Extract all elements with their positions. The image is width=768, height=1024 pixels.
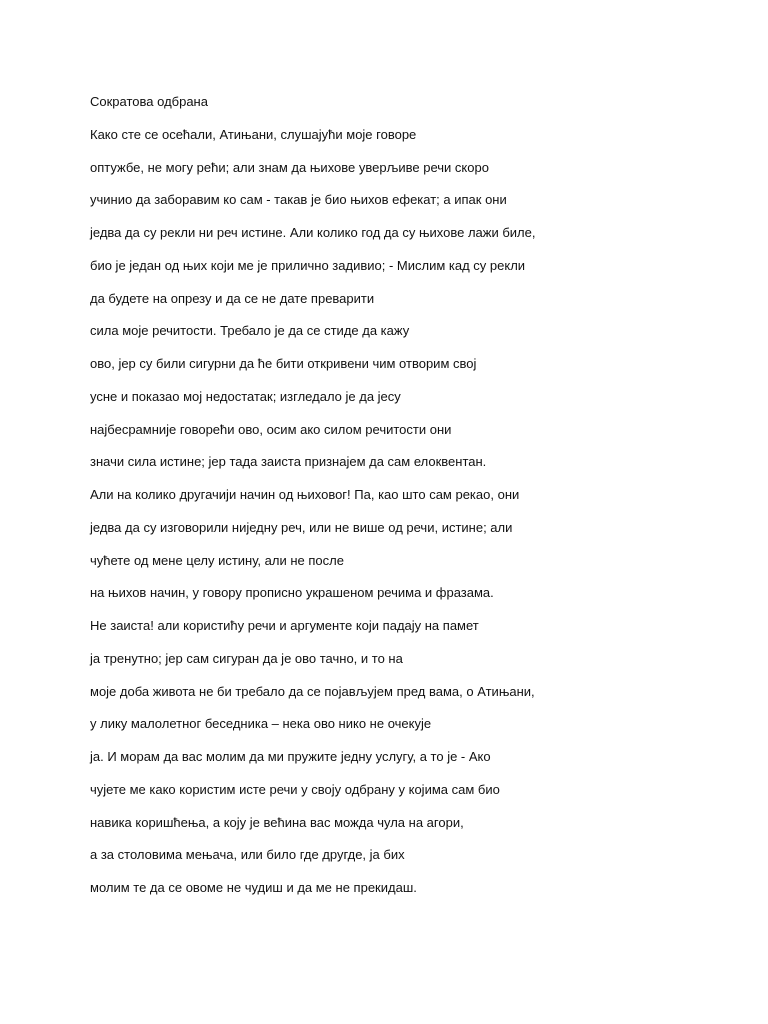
text-line: у лику малолетног беседника – нека ово нико не очекује	[90, 716, 432, 732]
document-title: Сократова одбрана	[90, 94, 208, 109]
text-line: најбесрамније говорећи ово, осим ако силом речитости они	[90, 421, 452, 437]
text-line: био је један од њих који ме је прилично задивио; - Мислим кад су рекли	[90, 257, 526, 273]
text-line: значи сила истине; јер тада заиста признајем да сам елоквентан.	[90, 454, 487, 470]
text-line: Али на колико другачији начин од њиховог! Па, као што сам рекао, они	[90, 487, 520, 502]
document-body	[90, 93, 730, 912]
text-line: а за столовима мењача, или било где другде, ја бих	[90, 847, 405, 863]
text-line: ово, јер су били сигурни да ће бити откривени чим отворим свој	[90, 356, 477, 371]
text-line: Како сте се осећали, Атињани, слушајући моје говоре	[90, 126, 417, 142]
text-line: усне и показао мој недостатак; изгледало је да јесу	[90, 388, 401, 404]
text-line: учинио да заборавим ко сам - такав је био њихов ефекат; а ипак они	[90, 192, 507, 208]
text-line: молим те да се овоме не чудиш и да ме не прекидаш.	[90, 880, 417, 895]
text-line: чујете ме како користим исте речи у своју одбрану у којима сам био	[90, 781, 500, 797]
text-line: навика коришћења, а коју је већина вас можда чула на агори,	[90, 814, 464, 830]
text-line: Не заиста! али користићу речи и аргументе који падају на памет	[90, 618, 479, 633]
text-line: једва да су рекли ни реч истине. Али колико год да су њихове лажи биле,	[90, 225, 536, 240]
text-line: ја. И морам да вас молим да ми пружите једну услугу, а то је - Ако	[90, 749, 491, 764]
text-line: сила моје речитости. Требало је да се стиде да кажу	[90, 323, 410, 339]
text-line: моје доба живота не би требало да се појављујем пред вама, о Атињани,	[90, 683, 535, 699]
text-line: да будете на опрезу и да се не дате преварити	[90, 290, 375, 306]
text-line: на њихов начин, у говору прописно украшеном речима и фразама.	[90, 585, 494, 601]
text-line: чућете од мене целу истину, али не после	[90, 552, 344, 568]
text-line: једва да су изговорили ниједну реч, или не више од речи, истине; али	[90, 519, 513, 535]
text-line: оптужбе, не могу рећи; али знам да њихове уверљиве речи скоро	[90, 159, 489, 175]
text-line: ја тренутно; јер сам сигуран да је ово тачно, и то на	[90, 650, 403, 666]
